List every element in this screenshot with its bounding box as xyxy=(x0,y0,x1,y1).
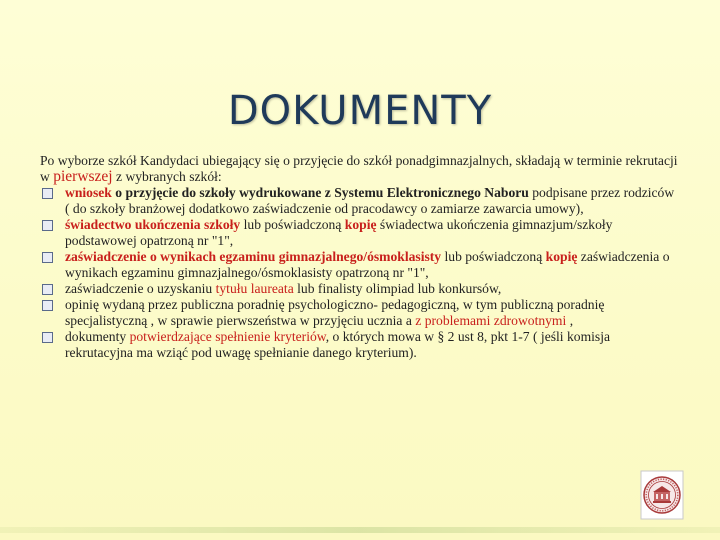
item-keyword: z problemami zdrowotnymi xyxy=(415,313,567,328)
square-bullet-icon xyxy=(42,332,53,343)
item-text: dokumenty xyxy=(65,329,130,344)
item-text: podpisane przez rodziców ( do szkoły branżowej dodatkowo zaświadczenie od pracodawcy o zamiarze zawarcia umowy), xyxy=(65,185,675,216)
list-item-dokumenty xyxy=(40,329,680,361)
item-text: , o których mowa w § 2 ust 8, pkt 1-7 ( jeśli komisja rekrutacyjna ma wziąć pod uwagę spełnianie danego kryterium). xyxy=(65,329,611,360)
intro-text-2: z wybranych szkół: xyxy=(112,169,222,184)
slide-title: DOKUMENTY xyxy=(227,88,493,134)
item-keyword: wniosek xyxy=(65,185,112,200)
item-text: świadectwa ukończenia gimnazjum/szkoły podstawowej opatrzoną nr "1", xyxy=(65,217,613,248)
item-text: lub poświadczoną xyxy=(441,249,546,264)
square-bullet-icon xyxy=(42,284,53,295)
school-seal-icon xyxy=(640,470,684,520)
square-bullet-icon xyxy=(42,300,53,311)
item-text: o przyjęcie do szkoły wydrukowane z Systemu Elektronicznego Naboru xyxy=(111,185,529,200)
item-keyword: tytułu laureata xyxy=(215,281,294,296)
list-item-wniosek xyxy=(40,185,680,217)
item-text: , xyxy=(566,313,574,328)
intro-text-1: Po wyborze szkół Kandydaci ubiegający się o przyjęcie do szkół ponadgimnazjalnych, składają w terminie rekrutacji w xyxy=(40,153,678,184)
list-item-zaswiadczenie-egzamin xyxy=(40,249,680,281)
list-item-opinia xyxy=(40,297,680,329)
item-keyword: kopię xyxy=(344,217,377,232)
list-item-laureat xyxy=(40,281,680,297)
square-bullet-icon xyxy=(42,252,53,263)
item-text: lub poświadczoną xyxy=(240,217,345,232)
item-keyword: potwierdzające spełnienie kryteriów xyxy=(129,329,326,344)
item-keyword: kopię xyxy=(545,249,578,264)
bottom-decorative-band xyxy=(0,527,720,533)
intro-highlight: pierwszej xyxy=(53,168,113,185)
item-text: zaświadczenie o uzyskaniu xyxy=(65,281,216,296)
item-keyword: zaświadczenie o wynikach egzaminu gimnazjalnego/ósmoklasisty xyxy=(65,249,442,264)
item-text: opinię wydaną przez publiczna poradnię psychologiczno- pedagogiczną, w tym publiczną poradnię specjalistyczną , w sprawie pierwszeństwa w przyjęciu ucznia a xyxy=(65,297,605,328)
square-bullet-icon xyxy=(42,188,53,199)
slide-content xyxy=(40,153,680,361)
documents-list xyxy=(40,185,680,361)
item-text: lub finalisty olimpiad lub konkursów, xyxy=(293,281,502,296)
intro-paragraph xyxy=(40,153,680,185)
list-item-swiadectwo xyxy=(40,217,680,249)
square-bullet-icon xyxy=(42,220,53,231)
item-text: zaświadczenia o wynikach egzaminu gimnazjalnego/ósmoklasisty opatrzoną nr "1", xyxy=(65,249,670,280)
item-keyword: świadectwo ukończenia szkoły xyxy=(65,217,241,232)
